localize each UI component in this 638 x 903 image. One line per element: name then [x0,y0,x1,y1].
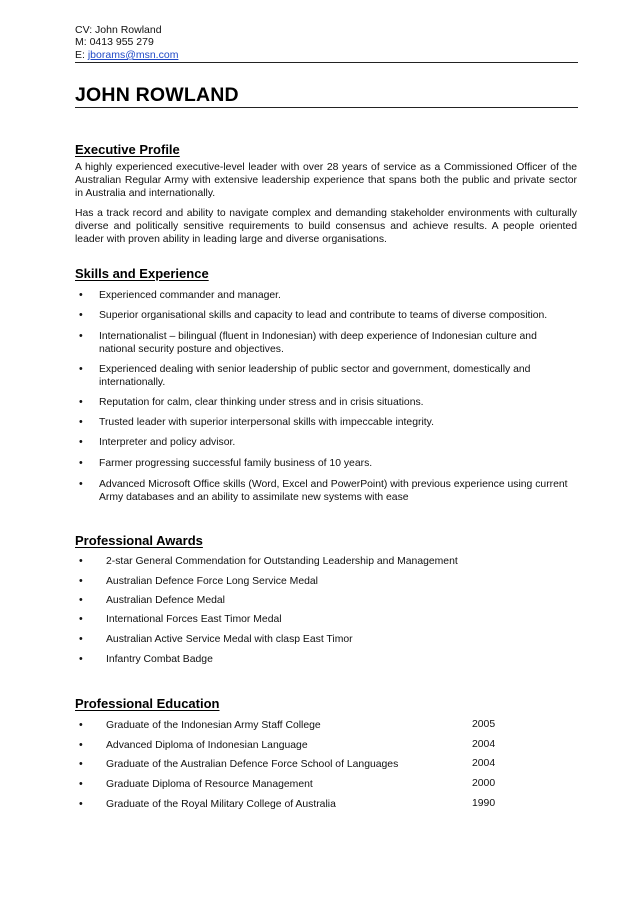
bullet: • [79,396,83,408]
email-line [75,49,577,61]
award-item: 2-star General Commendation for Outstanding Leadership and Management [106,556,458,567]
skill-item: Farmer progressing successful family business of 10 years. [99,458,373,469]
bullet: • [79,594,83,606]
name-divider [75,107,578,108]
education-name: Graduate Diploma of Resource Management [106,779,313,790]
bullet: • [79,457,83,469]
contact-header [75,24,577,61]
education-year: 2005 [472,719,496,730]
bullet: • [79,758,83,770]
education-year: 2000 [472,778,496,789]
bullet: • [79,416,83,428]
bullet: • [79,436,83,448]
education-year: 1990 [472,798,496,809]
bullet: • [79,778,83,790]
mobile-line: M: 0413 955 279 [75,36,154,49]
skill-item: Internationalist – bilingual (fluent in Indonesian) with deep experience of Indonesian culture and national security posture and objectives. [99,331,537,356]
bullet: • [79,289,83,301]
education-year: 2004 [472,739,496,750]
bullet: • [79,739,83,751]
skill-item: Superior organisational skills and capacity to lead and contribute to teams of diverse composition. [99,310,548,321]
bullet: • [79,798,83,810]
cv-line: CV: John Rowland [75,24,162,36]
bullet: • [79,613,83,625]
education-title: Professional Education [75,696,220,711]
skills-title: Skills and Experience [75,266,209,281]
education-name: Advanced Diploma of Indonesian Language [106,740,308,751]
email-link[interactable]: jborams@msn.com [87,48,179,61]
education-year: 2004 [472,758,496,769]
award-item: Australian Defence Force Long Service Medal [106,576,318,587]
bullet: • [79,478,83,490]
education-name: Graduate of the Royal Military College of Australia [106,799,336,810]
bullet: • [79,633,83,645]
bullet: • [79,555,83,567]
skill-item: Experienced commander and manager. [99,290,281,301]
email-prefix: E: [75,48,88,61]
bullet: • [79,309,83,321]
education-name: Graduate of the Australian Defence Force School of Languages [106,759,399,770]
bullet: • [79,363,83,375]
skill-item: Trusted leader with superior interpersonal skills with impeccable integrity. [99,417,434,428]
candidate-name: JOHN ROWLAND [75,84,239,106]
award-item: Infantry Combat Badge [106,654,213,665]
awards-title: Professional Awards [75,533,203,548]
profile-paragraph-1: A highly experienced executive-level leader with over 28 years of service as a Commissioned Officer of the Australian Regular Army with extensive leadership experience that spans both the public and private sector in Australia and internationally. [75,162,577,200]
profile-paragraph-2: Has a track record and ability to navigate complex and demanding stakeholder environments with culturally diverse and politically sensitive requirements to build consensus and achieve results. A people oriented leader with proven ability in leading large and diverse organisations. [75,208,577,246]
bullet: • [79,719,83,731]
bullet: • [79,653,83,665]
award-item: Australian Active Service Medal with clasp East Timor [106,634,353,645]
header-divider [75,62,578,63]
skill-item: Experienced dealing with senior leadership of public sector and government, domestically and internationally. [99,364,531,389]
education-name: Graduate of the Indonesian Army Staff College [106,720,321,731]
bullet: • [79,330,83,342]
skill-item: Reputation for calm, clear thinking under stress and in crisis situations. [99,397,424,408]
skill-item: Interpreter and policy advisor. [99,437,236,448]
skill-item: Advanced Microsoft Office skills (Word, Excel and PowerPoint) with previous experience using current Army databases and an ability to assimilate new systems with ease [99,479,568,504]
bullet: • [79,575,83,587]
award-item: International Forces East Timor Medal [106,614,282,625]
executive-profile-title: Executive Profile [75,142,180,157]
award-item: Australian Defence Medal [106,595,225,606]
